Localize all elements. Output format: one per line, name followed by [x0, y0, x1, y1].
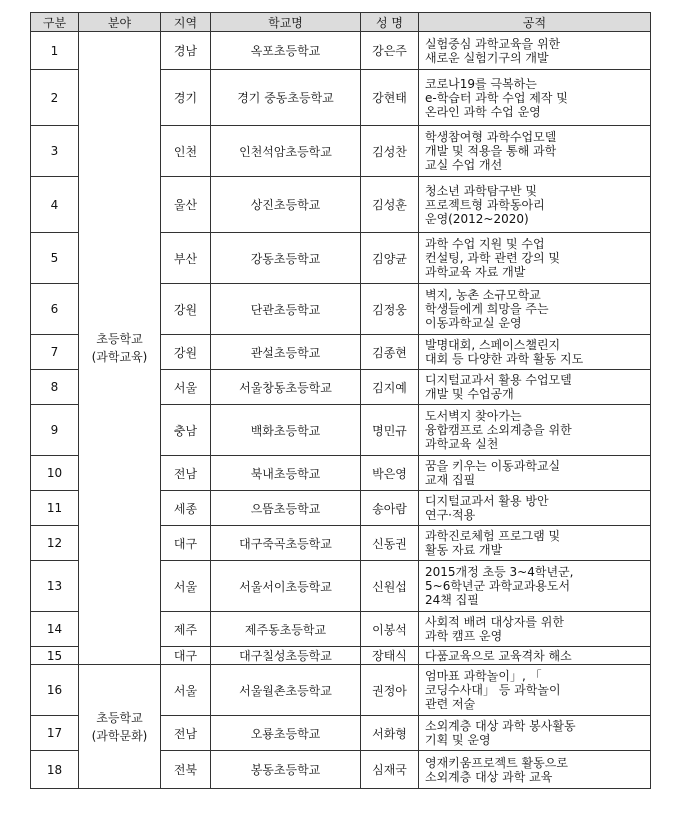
merit-line: 다품교육으로 교육격차 해소 — [425, 648, 572, 663]
region-cell: 전남 — [161, 716, 211, 751]
person-name-cell: 강현태 — [361, 70, 419, 126]
merit-cell — [419, 284, 651, 335]
header-school: 학교명 — [211, 13, 361, 32]
person-name-cell: 심재국 — [361, 751, 419, 789]
merit-line: 프로젝트형 과학동아리 — [425, 197, 545, 212]
merit-cell — [419, 716, 651, 751]
merit-cell — [419, 491, 651, 526]
school-cell: 백화초등학교 — [211, 405, 361, 456]
merit-line: 과학 캠프 운영 — [425, 629, 503, 643]
header-region: 지역 — [161, 13, 211, 32]
person-name-cell: 신동권 — [361, 526, 419, 561]
merit-line: 소외계층 대상 과학 봉사활동 — [425, 719, 576, 733]
field-category: (과학문화) — [91, 728, 148, 743]
merit-line: 개발 및 수업공개 — [425, 387, 514, 401]
merit-line: 개발 및 적용을 통해 과학 — [425, 144, 557, 158]
row-number: 3 — [31, 126, 79, 177]
school-cell: 인천석암초등학교 — [211, 126, 361, 177]
merit-cell — [419, 665, 651, 716]
field-cell — [79, 665, 161, 789]
merit-line: 컨설팅, 과학 관련 강의 및 — [425, 251, 560, 265]
merit-line: 꿈을 키우는 이동과학교실 — [425, 459, 561, 473]
merit-line: 과학교육 자료 개발 — [425, 265, 526, 279]
merit-cell — [419, 126, 651, 177]
merit-cell — [419, 561, 651, 612]
merit-line: 과학 수업 지원 및 수업 — [425, 237, 545, 251]
row-number: 14 — [31, 612, 79, 647]
row-number: 1 — [31, 32, 79, 70]
merit-cell — [419, 70, 651, 126]
person-name-cell: 김지예 — [361, 370, 419, 405]
merit-line: 과학교육 실천 — [425, 437, 499, 451]
region-cell: 대구 — [161, 647, 211, 665]
region-cell: 강원 — [161, 335, 211, 370]
merit-line: 이동과학교실 운영 — [425, 316, 522, 330]
merit-line: 실험중심 과학교육을 위한 — [425, 36, 561, 51]
merit-line: 2015개정 초등 3~4학년군, — [425, 565, 574, 579]
merit-line: 연구·적용 — [425, 508, 476, 522]
person-name-cell: 서화형 — [361, 716, 419, 751]
school-cell: 대구죽곡초등학교 — [211, 526, 361, 561]
region-cell: 강원 — [161, 284, 211, 335]
person-name-cell: 송아람 — [361, 491, 419, 526]
region-cell: 경기 — [161, 70, 211, 126]
row-number: 5 — [31, 233, 79, 284]
region-cell: 전남 — [161, 456, 211, 491]
merit-cell — [419, 370, 651, 405]
region-cell: 제주 — [161, 612, 211, 647]
merit-line: 교재 집필 — [425, 473, 476, 487]
row-number: 16 — [31, 665, 79, 716]
person-name-cell: 김종현 — [361, 335, 419, 370]
merit-cell — [419, 177, 651, 233]
merit-line: 운영(2012~2020) — [425, 211, 529, 226]
row-number: 15 — [31, 647, 79, 665]
merit-line: 사회적 배려 대상자를 위한 — [425, 615, 564, 629]
school-cell: 단관초등학교 — [211, 284, 361, 335]
row-number: 18 — [31, 751, 79, 789]
header-row — [31, 13, 651, 32]
merit-cell — [419, 233, 651, 284]
header-no: 구분 — [31, 13, 79, 32]
region-cell: 세종 — [161, 491, 211, 526]
row-number: 4 — [31, 177, 79, 233]
person-name-cell: 권정아 — [361, 665, 419, 716]
merit-cell — [419, 335, 651, 370]
merit-line: 소외계층 대상 과학 교육 — [425, 769, 553, 784]
person-name-cell: 김양균 — [361, 233, 419, 284]
header-merit: 공적 — [419, 13, 651, 32]
region-cell: 부산 — [161, 233, 211, 284]
merit-line: 발명대회, 스페이스챌린지 — [425, 338, 561, 352]
school-cell: 상진초등학교 — [211, 177, 361, 233]
merit-line: 5~6학년군 과학교과용도서 — [425, 579, 571, 593]
merit-line: 코딩수사대」 등 과학놀이 — [425, 683, 561, 697]
merit-line: 디지털교과서 활용 방안 — [425, 494, 549, 508]
row-number: 17 — [31, 716, 79, 751]
merit-line: 활동 자료 개발 — [425, 543, 503, 557]
merit-line: 새로운 실험기구의 개발 — [425, 50, 549, 65]
school-cell: 으뜸초등학교 — [211, 491, 361, 526]
table-body — [31, 32, 651, 789]
person-name-cell: 김정웅 — [361, 284, 419, 335]
merit-line: 관련 저술 — [425, 697, 476, 711]
merit-line: 엄마표 과학놀이」, 「 — [425, 669, 542, 683]
table-row — [31, 32, 651, 70]
merit-line: 영재키움프로젝트 활동으로 — [425, 755, 568, 770]
region-cell: 인천 — [161, 126, 211, 177]
person-name-cell: 김성훈 — [361, 177, 419, 233]
school-cell: 북내초등학교 — [211, 456, 361, 491]
row-number: 11 — [31, 491, 79, 526]
school-cell: 경기 중동초등학교 — [211, 70, 361, 126]
table-row — [31, 665, 651, 716]
merit-line: 과학진로체험 프로그램 및 — [425, 529, 561, 543]
merit-line: 코로나19를 극복하는 — [425, 76, 537, 91]
school-cell: 오룡초등학교 — [211, 716, 361, 751]
merit-cell — [419, 456, 651, 491]
person-name-cell: 김성찬 — [361, 126, 419, 177]
header-name: 성 명 — [361, 13, 419, 32]
school-cell: 관설초등학교 — [211, 335, 361, 370]
merit-line: 벽지, 농촌 소규모학교 — [425, 288, 541, 302]
person-name-cell: 명민규 — [361, 405, 419, 456]
field-name: 초등학교 — [96, 332, 143, 346]
merit-line: 대회 등 다양한 과학 활동 지도 — [425, 352, 584, 366]
region-cell: 서울 — [161, 370, 211, 405]
merit-line: 도서벽지 찾아가는 — [425, 409, 522, 423]
row-number: 10 — [31, 456, 79, 491]
merit-line: e-학습터 과학 수업 제작 및 — [425, 90, 568, 105]
region-cell: 대구 — [161, 526, 211, 561]
row-number: 12 — [31, 526, 79, 561]
merit-cell — [419, 405, 651, 456]
person-name-cell: 이봉석 — [361, 612, 419, 647]
row-number: 13 — [31, 561, 79, 612]
row-number: 9 — [31, 405, 79, 456]
region-cell: 경남 — [161, 32, 211, 70]
merit-cell — [419, 751, 651, 789]
merit-line: 온라인 과학 수업 운영 — [425, 104, 541, 119]
merit-cell — [419, 526, 651, 561]
merit-line: 융합캠프로 소외계층을 위한 — [425, 423, 572, 437]
row-number: 8 — [31, 370, 79, 405]
school-cell: 서울창동초등학교 — [211, 370, 361, 405]
merit-line: 24책 집필 — [425, 593, 479, 607]
region-cell: 서울 — [161, 561, 211, 612]
field-cell — [79, 32, 161, 665]
person-name-cell: 신원섭 — [361, 561, 419, 612]
school-cell: 서울서이초등학교 — [211, 561, 361, 612]
field-category: (과학교육) — [91, 350, 148, 364]
school-cell: 강동초등학교 — [211, 233, 361, 284]
award-table-container — [30, 12, 650, 789]
merit-line: 기획 및 운영 — [425, 733, 491, 747]
person-name-cell: 강은주 — [361, 32, 419, 70]
school-cell: 옥포초등학교 — [211, 32, 361, 70]
region-cell: 충남 — [161, 405, 211, 456]
person-name-cell: 장태식 — [361, 647, 419, 665]
row-number: 7 — [31, 335, 79, 370]
merit-line: 학생참여형 과학수업모델 — [425, 130, 557, 144]
field-name: 초등학교 — [96, 710, 143, 725]
award-table — [30, 12, 651, 789]
region-cell: 전북 — [161, 751, 211, 789]
school-cell: 봉동초등학교 — [211, 751, 361, 789]
row-number: 6 — [31, 284, 79, 335]
row-number: 2 — [31, 70, 79, 126]
merit-cell — [419, 612, 651, 647]
school-cell: 서울월촌초등학교 — [211, 665, 361, 716]
merit-cell — [419, 647, 651, 665]
merit-line: 청소년 과학탐구반 및 — [425, 183, 537, 198]
merit-line: 학생들에게 희망을 주는 — [425, 302, 549, 316]
merit-cell — [419, 32, 651, 70]
region-cell: 울산 — [161, 177, 211, 233]
person-name-cell: 박은영 — [361, 456, 419, 491]
header-field: 분야 — [79, 13, 161, 32]
school-cell: 대구칠성초등학교 — [211, 647, 361, 665]
merit-line: 교실 수업 개선 — [425, 158, 503, 172]
school-cell: 제주동초등학교 — [211, 612, 361, 647]
region-cell: 서울 — [161, 665, 211, 716]
merit-line: 디지털교과서 활용 수업모델 — [425, 373, 572, 387]
